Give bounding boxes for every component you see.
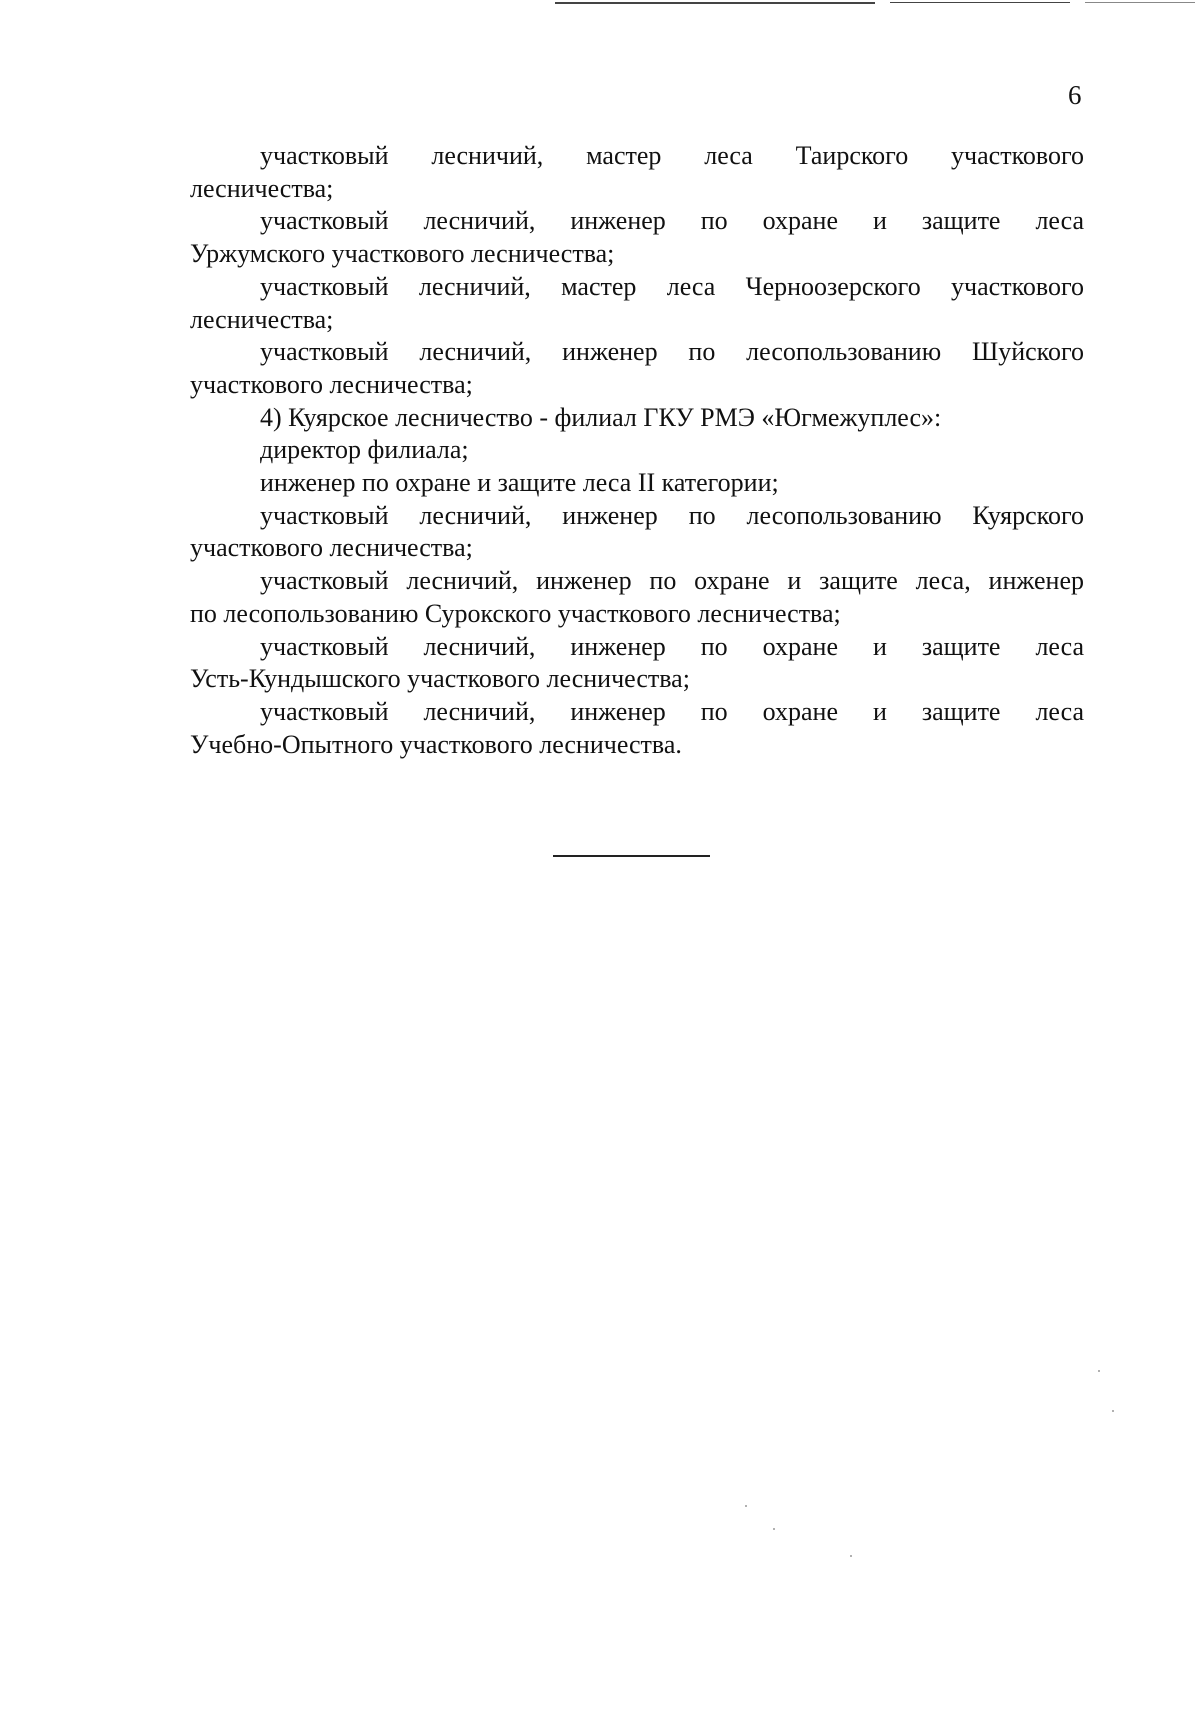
text-line: участковый лесничий, инженер по лесопользованию Куярского xyxy=(260,500,1084,530)
text-line: участковый лесничий, инженер по охране и защите леса, инженер xyxy=(260,566,1084,596)
text-line: по лесопользованию Сурокского участкового лесничества; xyxy=(190,598,841,628)
text-line: участковый лесничий, мастер леса Черноозерского участкового xyxy=(260,271,1084,301)
text-line: участкового лесничества; xyxy=(190,533,473,563)
text-line: участковый лесничий, инженер по охране и защите леса xyxy=(260,206,1084,236)
text-line: Усть-Кундышского участкового лесничества; xyxy=(190,664,690,694)
scan-edge-line xyxy=(1085,2,1195,3)
text-line: участковый лесничий, инженер по охране и защите леса xyxy=(260,696,1084,726)
text-line: участковый лесничий, мастер леса Таирского участкового xyxy=(260,141,1084,170)
text-line: лесничества; xyxy=(190,304,334,334)
text-line: участкового лесничества; xyxy=(190,369,473,399)
scan-speck xyxy=(1112,1410,1114,1412)
scan-edge-line xyxy=(890,2,1070,3)
scan-edge-line xyxy=(555,2,875,4)
text-line: директор филиала; xyxy=(260,435,469,465)
text-line: инженер по охране и защите леса II категории; xyxy=(260,468,779,498)
document-body xyxy=(190,140,1084,761)
scan-speck xyxy=(850,1555,852,1557)
text-line: лесничества; xyxy=(190,173,334,203)
scan-speck xyxy=(745,1505,747,1507)
text-line: Уржумского участкового лесничества; xyxy=(190,239,615,269)
text-line: участковый лесничий, инженер по лесопользованию Шуйского xyxy=(260,337,1084,367)
scan-speck xyxy=(773,1528,775,1530)
text-line: Учебно-Опытного участкового лесничества. xyxy=(190,729,682,759)
text-line: 4) Куярское лесничество - филиал ГКУ РМЭ «Югмежуплес»: xyxy=(260,402,942,432)
page-number: 6 xyxy=(1068,80,1082,110)
text-line: участковый лесничий, инженер по охране и защите леса xyxy=(260,631,1084,661)
end-rule xyxy=(553,855,710,857)
scan-speck xyxy=(1098,1370,1100,1372)
